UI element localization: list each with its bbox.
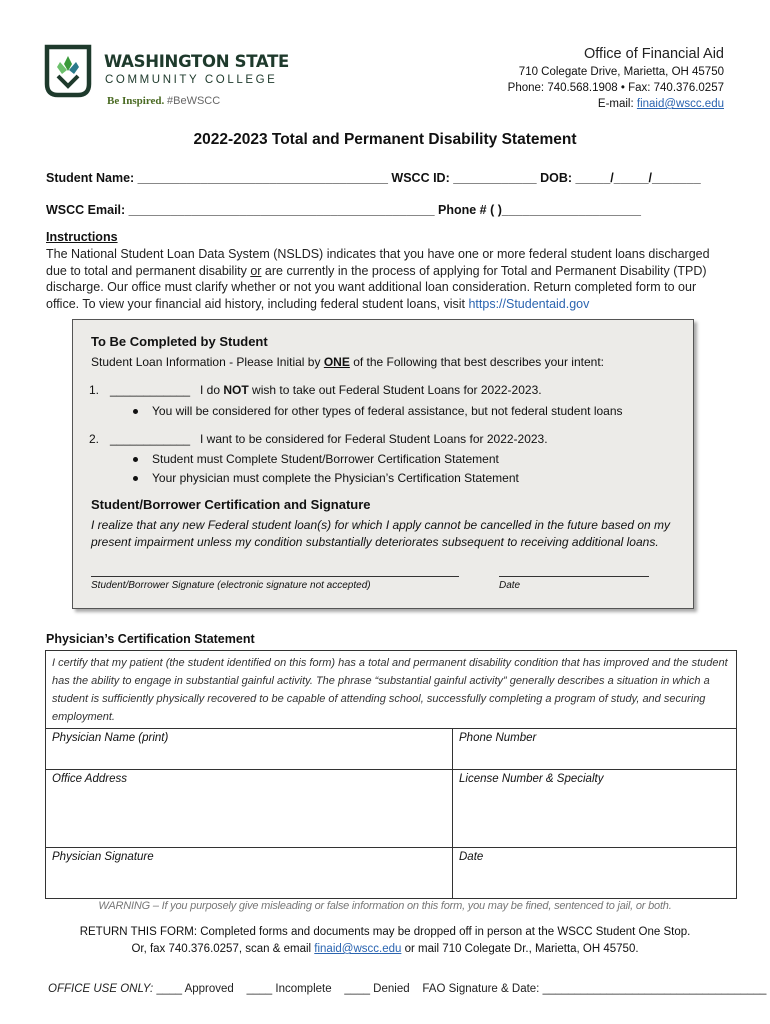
option-2-initial-field[interactable]: ____________ (110, 432, 191, 446)
email-label: E-mail: (597, 98, 634, 110)
office-use-label: OFFICE USE ONLY: (48, 983, 154, 995)
tagline (107, 95, 220, 107)
office-address: 710 Colegate Drive, Marietta, OH 45750 (518, 66, 724, 78)
certification-line-2: present impairment unless my condition substantially deteriorates subsequent to receiving additional loans. (91, 535, 659, 549)
physician-table (45, 650, 737, 899)
office-email (598, 98, 724, 110)
loan-intent-instruction (91, 355, 604, 369)
page-title: 2022-2023 Total and Permanent Disability Statement (193, 131, 577, 148)
office-phone-fax: Phone: 740.568.1908 • Fax: 740.376.0257 (507, 82, 724, 94)
option-1-number: 1. (89, 383, 100, 397)
option-2-number: 2. (89, 432, 100, 446)
return-text-b: or mail 710 Colegate Dr., Marietta, OH 45750. (404, 943, 639, 955)
option-1-not: NOT (223, 383, 249, 397)
instructions-text (46, 246, 726, 312)
option-1-text-b: wish to take out Federal Student Loans for 2022-2023. (252, 383, 542, 397)
email-link[interactable]: finaid@wscc.edu (636, 98, 724, 110)
college-name: WASHINGTON STATE (104, 52, 290, 71)
college-name-subtitle: COMMUNITY COLLEGE (105, 74, 278, 86)
physician-date-field[interactable]: Date (459, 851, 484, 863)
intro-text-end: of the Following that best describes your intent: (353, 355, 604, 369)
option-1-bullet-text: You will be considered for other types of federal assistance, but not federal student loans (152, 404, 623, 418)
student-section-heading: To Be Completed by Student (91, 334, 268, 349)
hashtag: #BeWSCC (167, 95, 221, 107)
contact-info-row[interactable]: WSCC Email: ____________________________________________ Phone # ( )____________________ (46, 203, 641, 217)
studentaid-link[interactable]: https://Studentaid.gov (468, 296, 590, 311)
intro-text: Student Loan Information - Please Initial by (91, 355, 321, 369)
office-use-row (48, 983, 766, 995)
bullet-icon (133, 409, 138, 414)
student-signature-label: Student/Borrower Signature (electronic signature not accepted) (91, 580, 371, 591)
instructions-part-2: are currently in the process of applying for Total and Permanent Disability (TPD) discharge. Our office must clarify whether or not you want additional loan consideration. Return completed form to our office. To view your financial aid history, including federal student loans, visit (46, 263, 707, 311)
return-text-a: Or, fax 740.376.0257, scan & email (131, 943, 312, 955)
bullet-icon (133, 476, 138, 481)
physician-row-2 (46, 770, 736, 848)
college-logo-icon (44, 44, 92, 98)
warning-text: WARNING – If you purposely give misleading or false information on this form, you may be fined, sentenced to jail, or both. (98, 900, 672, 912)
office-use-fields: ____ Approved ____ Incomplete ____ Denied FAO Signature & Date: ___________________________________ (156, 983, 767, 995)
physician-statement: I certify that my patient (the student identified on this form) has a total and permanent disability condition that has improved and the student has the ability to engage in substantial gainful activity. The phrase “substantial gainful activity” generally describes a situation in which a student is sufficiently physically recovered to be capable of attending school, successfully completing a program of study, and securing employment. (46, 651, 736, 729)
certification-heading: Student/Borrower Certification and Signature (91, 497, 371, 512)
instructions-heading: Instructions (46, 230, 118, 244)
option-1-text (200, 383, 542, 397)
return-instructions-2 (0, 943, 770, 955)
instructions-part-1: The National Student Loan Data System (NSLDS) indicates that you have one or more federal student loans discharged due to total and permanent disability (46, 247, 710, 278)
student-info-row[interactable]: Student Name: ____________________________________ WSCC ID: ____________ DOB: _____/_____/_______ (46, 171, 701, 185)
student-signature-line[interactable] (91, 576, 459, 577)
instructions-or: or (250, 263, 262, 278)
office-name: Office of Financial Aid (584, 46, 724, 62)
physician-signature-field[interactable]: Physician Signature (46, 848, 453, 898)
option-2-bullet-2 (133, 471, 519, 485)
bullet-icon (133, 457, 138, 462)
option-2-bullet-2-text: Your physician must complete the Physician’s Certification Statement (152, 471, 519, 485)
physician-name-field[interactable]: Physician Name (print) (46, 729, 453, 769)
physician-phone-field[interactable]: Phone Number (459, 732, 537, 744)
intro-one: ONE (323, 355, 350, 369)
office-address-field[interactable]: Office Address (46, 770, 453, 847)
option-1-initial-field[interactable]: ____________ (110, 383, 191, 397)
student-date-line[interactable] (499, 576, 649, 577)
physician-row-1 (46, 729, 736, 770)
student-section-box (72, 319, 694, 609)
return-instructions-1: RETURN THIS FORM: Completed forms and documents may be dropped off in person at the WSCC Student One Stop. (79, 926, 691, 938)
tagline-text: Be Inspired. (107, 95, 165, 107)
license-field[interactable]: License Number & Specialty (459, 773, 604, 785)
option-1-bullet (133, 404, 623, 418)
option-2-text: I want to be considered for Federal Student Loans for 2022-2023. (200, 432, 548, 446)
physician-heading: Physician’s Certification Statement (46, 632, 255, 646)
option-1-text-a: I do (200, 383, 221, 397)
certification-line-1: I realize that any new Federal student loan(s) for which I apply cannot be cancelled in the future based on my (91, 518, 670, 532)
student-date-label: Date (499, 580, 521, 591)
physician-row-3 (46, 848, 736, 898)
option-2-bullet-1-text: Student must Complete Student/Borrower Certification Statement (152, 452, 499, 466)
return-email-link[interactable]: finaid@wscc.edu (314, 943, 402, 955)
option-2-bullet-1 (133, 452, 499, 466)
